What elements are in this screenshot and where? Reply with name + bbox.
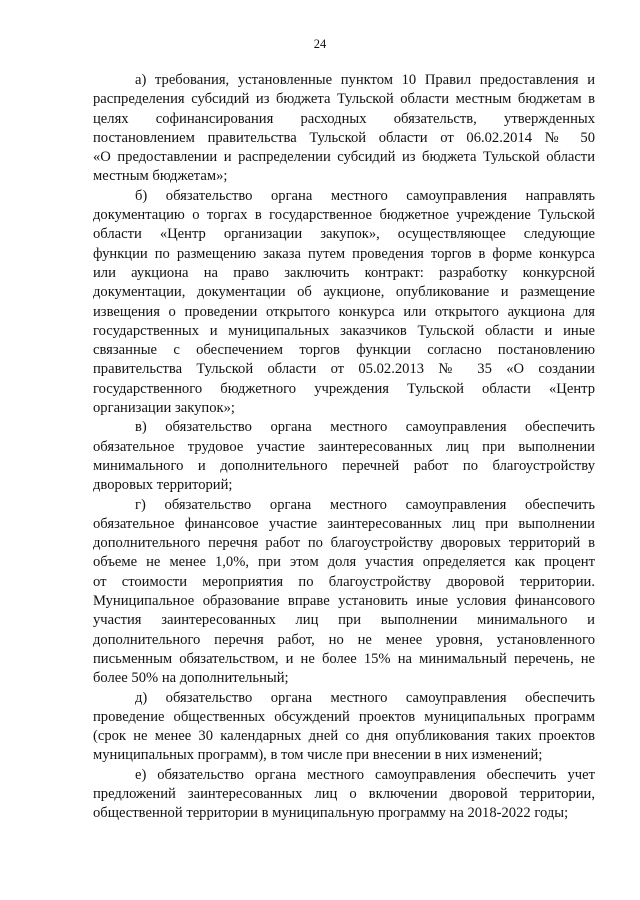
text-line: объеме не менее 1,0%, при этом доля участия определяется как процент — [93, 554, 595, 571]
text-line: области «Центр организации закупок», осуществляющее следующие — [93, 226, 595, 243]
text-line: распределения субсидий из бюджета Тульской области местным бюджетам в — [93, 91, 595, 108]
text-line: связанные с обеспечением торгов функции согласно постановлению — [93, 342, 595, 359]
text-line: извещения о проведении открытого конкурса или открытого аукциона для — [93, 303, 595, 320]
paragraph-b — [93, 187, 595, 419]
text-line: минимального и дополнительного перечней работ по благоустройству — [93, 457, 595, 474]
text-line: д) обязательство органа местного самоуправления обеспечить — [135, 689, 595, 706]
text-line: организации закупок»; — [93, 400, 235, 417]
text-line: общественной территории в муниципальную программу на 2018-2022 годы; — [93, 805, 569, 822]
text-line: документацию о торгах в государственное бюджетное учреждение Тульской — [93, 207, 595, 224]
text-line: в) обязательство органа местного самоуправления обеспечить — [135, 419, 595, 436]
text-line: б) обязательство органа местного самоуправления направлять — [135, 187, 595, 204]
text-line: а) требования, установленные пунктом 10 Правил предоставления и — [135, 72, 595, 88]
text-line: проведение общественных обсуждений проектов муниципальных программ — [93, 708, 595, 725]
paragraph-v — [93, 418, 595, 495]
text-line: государственного бюджетного учреждения Тульской области «Центр — [93, 380, 595, 397]
text-line: письменным обязательством, и не более 15% на минимальный перечень, не — [93, 650, 595, 667]
text-line: обязательное финансовое участие заинтересованных лиц при выполнении — [93, 515, 595, 532]
text-line: Муниципальное образование вправе установить иные условия финансового — [93, 593, 595, 610]
paragraph-e — [93, 766, 595, 824]
paragraph-d — [93, 689, 595, 766]
text-line: участия заинтересованных лиц при выполнении минимального и — [93, 612, 595, 629]
text-line: правительства Тульской области от 05.02.2013 № 35 «О создании — [93, 361, 595, 378]
text-line: (срок не менее 30 календарных дней со дня опубликования таких проектов — [93, 728, 595, 745]
text-line: целях софинансирования расходных обязательств, утвержденных — [93, 110, 595, 127]
text-line: «О предоставлении и распределении субсидий из бюджета Тульской области — [93, 149, 595, 166]
text-line: государственных и муниципальных заказчиков Тульской области и иные — [93, 322, 595, 339]
text-line: дополнительного перечня работ, но не менее уровня, установленного — [93, 631, 595, 648]
text-line: муниципальных программ), в том числе при внесении в них изменений; — [93, 747, 543, 764]
paragraph-g — [93, 496, 595, 689]
text-line: более 50% на дополнительный; — [93, 670, 289, 687]
page-number: 24 — [313, 37, 327, 51]
text-line: документации, документации об аукционе, опубликование и размещение — [93, 284, 595, 301]
text-line: постановлением правительства Тульской области от 06.02.2014 № 50 — [93, 129, 595, 146]
text-line: местным бюджетам»; — [93, 168, 228, 185]
text-line: е) обязательство органа местного самоуправления обеспечить учет — [135, 766, 595, 783]
text-line: или аукциона на право заключить контракт: разработку конкурсной — [93, 264, 595, 281]
document-body — [93, 71, 595, 824]
text-line: от стоимости мероприятия по благоустройству дворовой территории. — [93, 573, 595, 590]
paragraph-a — [93, 71, 595, 187]
text-line: обязательное трудовое участие заинтересованных лиц при выполнении — [93, 438, 595, 455]
text-line: дворовых территорий; — [93, 477, 233, 494]
text-line: г) обязательство органа местного самоуправления обеспечить — [135, 496, 595, 513]
text-line: предложений заинтересованных лиц о включении дворовой территории, — [93, 785, 595, 802]
text-line: дополнительного перечня работ по благоустройству дворовых территорий в — [93, 535, 595, 552]
text-line: функции по размещению заказа путем проведения торгов в форме конкурса — [93, 245, 595, 262]
